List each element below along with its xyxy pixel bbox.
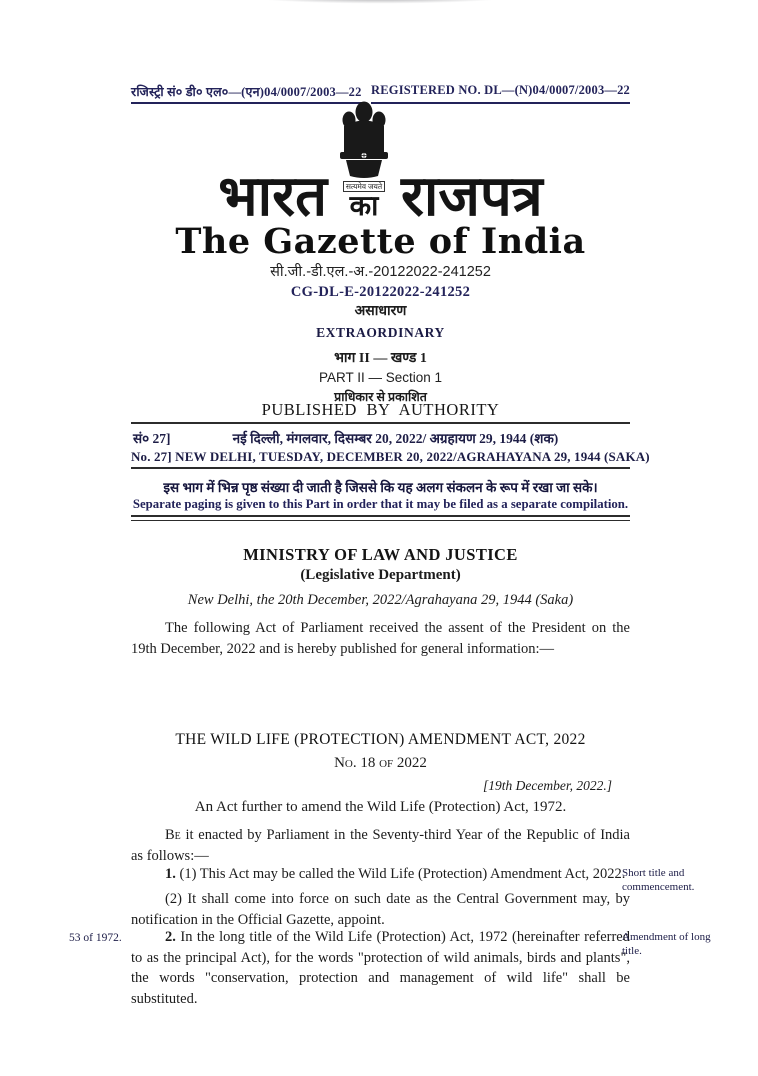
section-1-2-text: (2) It shall come into force on such date as the Central Government may, by notification in the Official Gazette, appoint.: [131, 891, 630, 928]
ministry-department: (Legislative Department): [300, 567, 461, 583]
section-1-number: 1.: [165, 866, 176, 882]
masthead-title-left: भारत: [218, 162, 327, 229]
part-section-english: PART II — Section 1: [318, 370, 443, 385]
section-1-subsection-2: [131, 889, 630, 930]
issue-date-hindi: नई दिल्ली, मंगलवार, दिसम्बर 20, 2022/ अग्रहायण 29, 1944 (शक): [232, 431, 559, 446]
registration-number-hindi: रजिस्ट्री सं० डी० एल०—(एन)04/0007/2003—22: [131, 83, 362, 104]
issue-number-hindi: सं० 27]: [133, 431, 171, 446]
assent-paragraph: The following Act of Parliament received the assent of the President on the 19th December, 2022 and is hereby published for general information:—: [131, 620, 630, 657]
gazette-code-hindi: सी.जी.-डी.एल.-अ.-20122022-241252: [270, 264, 491, 280]
horizontal-rule-top: [131, 422, 630, 424]
authority-hindi: प्राधिकार से प्रकाशित: [334, 390, 427, 404]
extraordinary-english: EXTRAORDINARY: [316, 325, 445, 340]
dateline: New Delhi, the 20th December, 2022/Agrahayana 29, 1944 (Saka): [187, 592, 574, 608]
issue-row-english: No. 27] NEW DELHI, TUESDAY, DECEMBER 20, 2022/AGRAHAYANA 29, 1944 (SAKA): [131, 449, 650, 464]
gazette-english-title: The Gazette of India: [175, 221, 586, 262]
horizontal-rule-middle: [131, 467, 630, 469]
part-section-hindi: भाग II — खण्ड 1: [334, 351, 427, 366]
section-2-text: In the long title of the Wild Life (Protection) Act, 1972 (hereinafter referred to as the principal Act), for the words "protection of wild animals, birds and plants", the words "conservation, protection and management of wild life" shall be substituted.: [131, 929, 630, 1007]
extraordinary-hindi: असाधारण: [354, 304, 407, 319]
page-top-shadow: [218, 0, 542, 7]
registration-number-english: REGISTERED NO. DL—(N)04/0007/2003—22: [371, 83, 630, 104]
gazette-codes: [131, 263, 630, 302]
masthead-center-column: [337, 100, 391, 223]
authority-english: PUBLISHED BY AUTHORITY: [261, 400, 500, 419]
section-1: [131, 864, 630, 885]
masthead-title-right: राजपत्र: [401, 162, 543, 229]
act-assent-date: [19th December, 2022.]: [483, 778, 612, 793]
enacting-clause-rest: it enacted by Parliament in the Seventy-third Year of the Republic of India as follows:—: [131, 827, 630, 864]
act-long-title: An Act further to amend the Wild Life (Protection) Act, 1972.: [194, 799, 567, 815]
section-2: [131, 927, 630, 1009]
national-emblem-icon: [337, 100, 391, 180]
margin-note-short-title: Short title and commencement.: [622, 867, 695, 894]
paging-note-hindi: इस भाग में भिन्न पृष्ठ संख्या दी जाती है जिससे कि यह अलग संकलन के रूप में रखा जा सके।: [163, 480, 598, 495]
masthead: [131, 100, 630, 229]
act-number: No. 18 of 2022: [334, 755, 427, 771]
section-1-text: (1) This Act may be called the Wild Life (Protection) Amendment Act, 2022.: [175, 866, 626, 882]
emblem-motto: सत्यमेव जयते: [343, 181, 385, 192]
enacting-clause-lead: Be: [165, 827, 181, 843]
section-2-number: 2.: [165, 929, 176, 945]
enacting-clause: [131, 825, 630, 866]
act-title: THE WILD LIFE (PROTECTION) AMENDMENT ACT, 2022: [175, 731, 586, 748]
gazette-code-english: CG-DL-E-20122022-241252: [290, 283, 471, 300]
double-rule: [131, 515, 630, 521]
citation-53-of-1972: 53 of 1972.: [69, 932, 122, 944]
ministry-name: MINISTRY OF LAW AND JUSTICE: [243, 545, 518, 564]
masthead-title-middle: का: [349, 191, 379, 222]
issue-row-hindi: [131, 429, 630, 447]
paging-note-english: Separate paging is given to this Part in order that it may be filed as a separate compilation.: [132, 497, 629, 511]
margin-note-amendment: Amendment of long title.: [622, 931, 711, 958]
